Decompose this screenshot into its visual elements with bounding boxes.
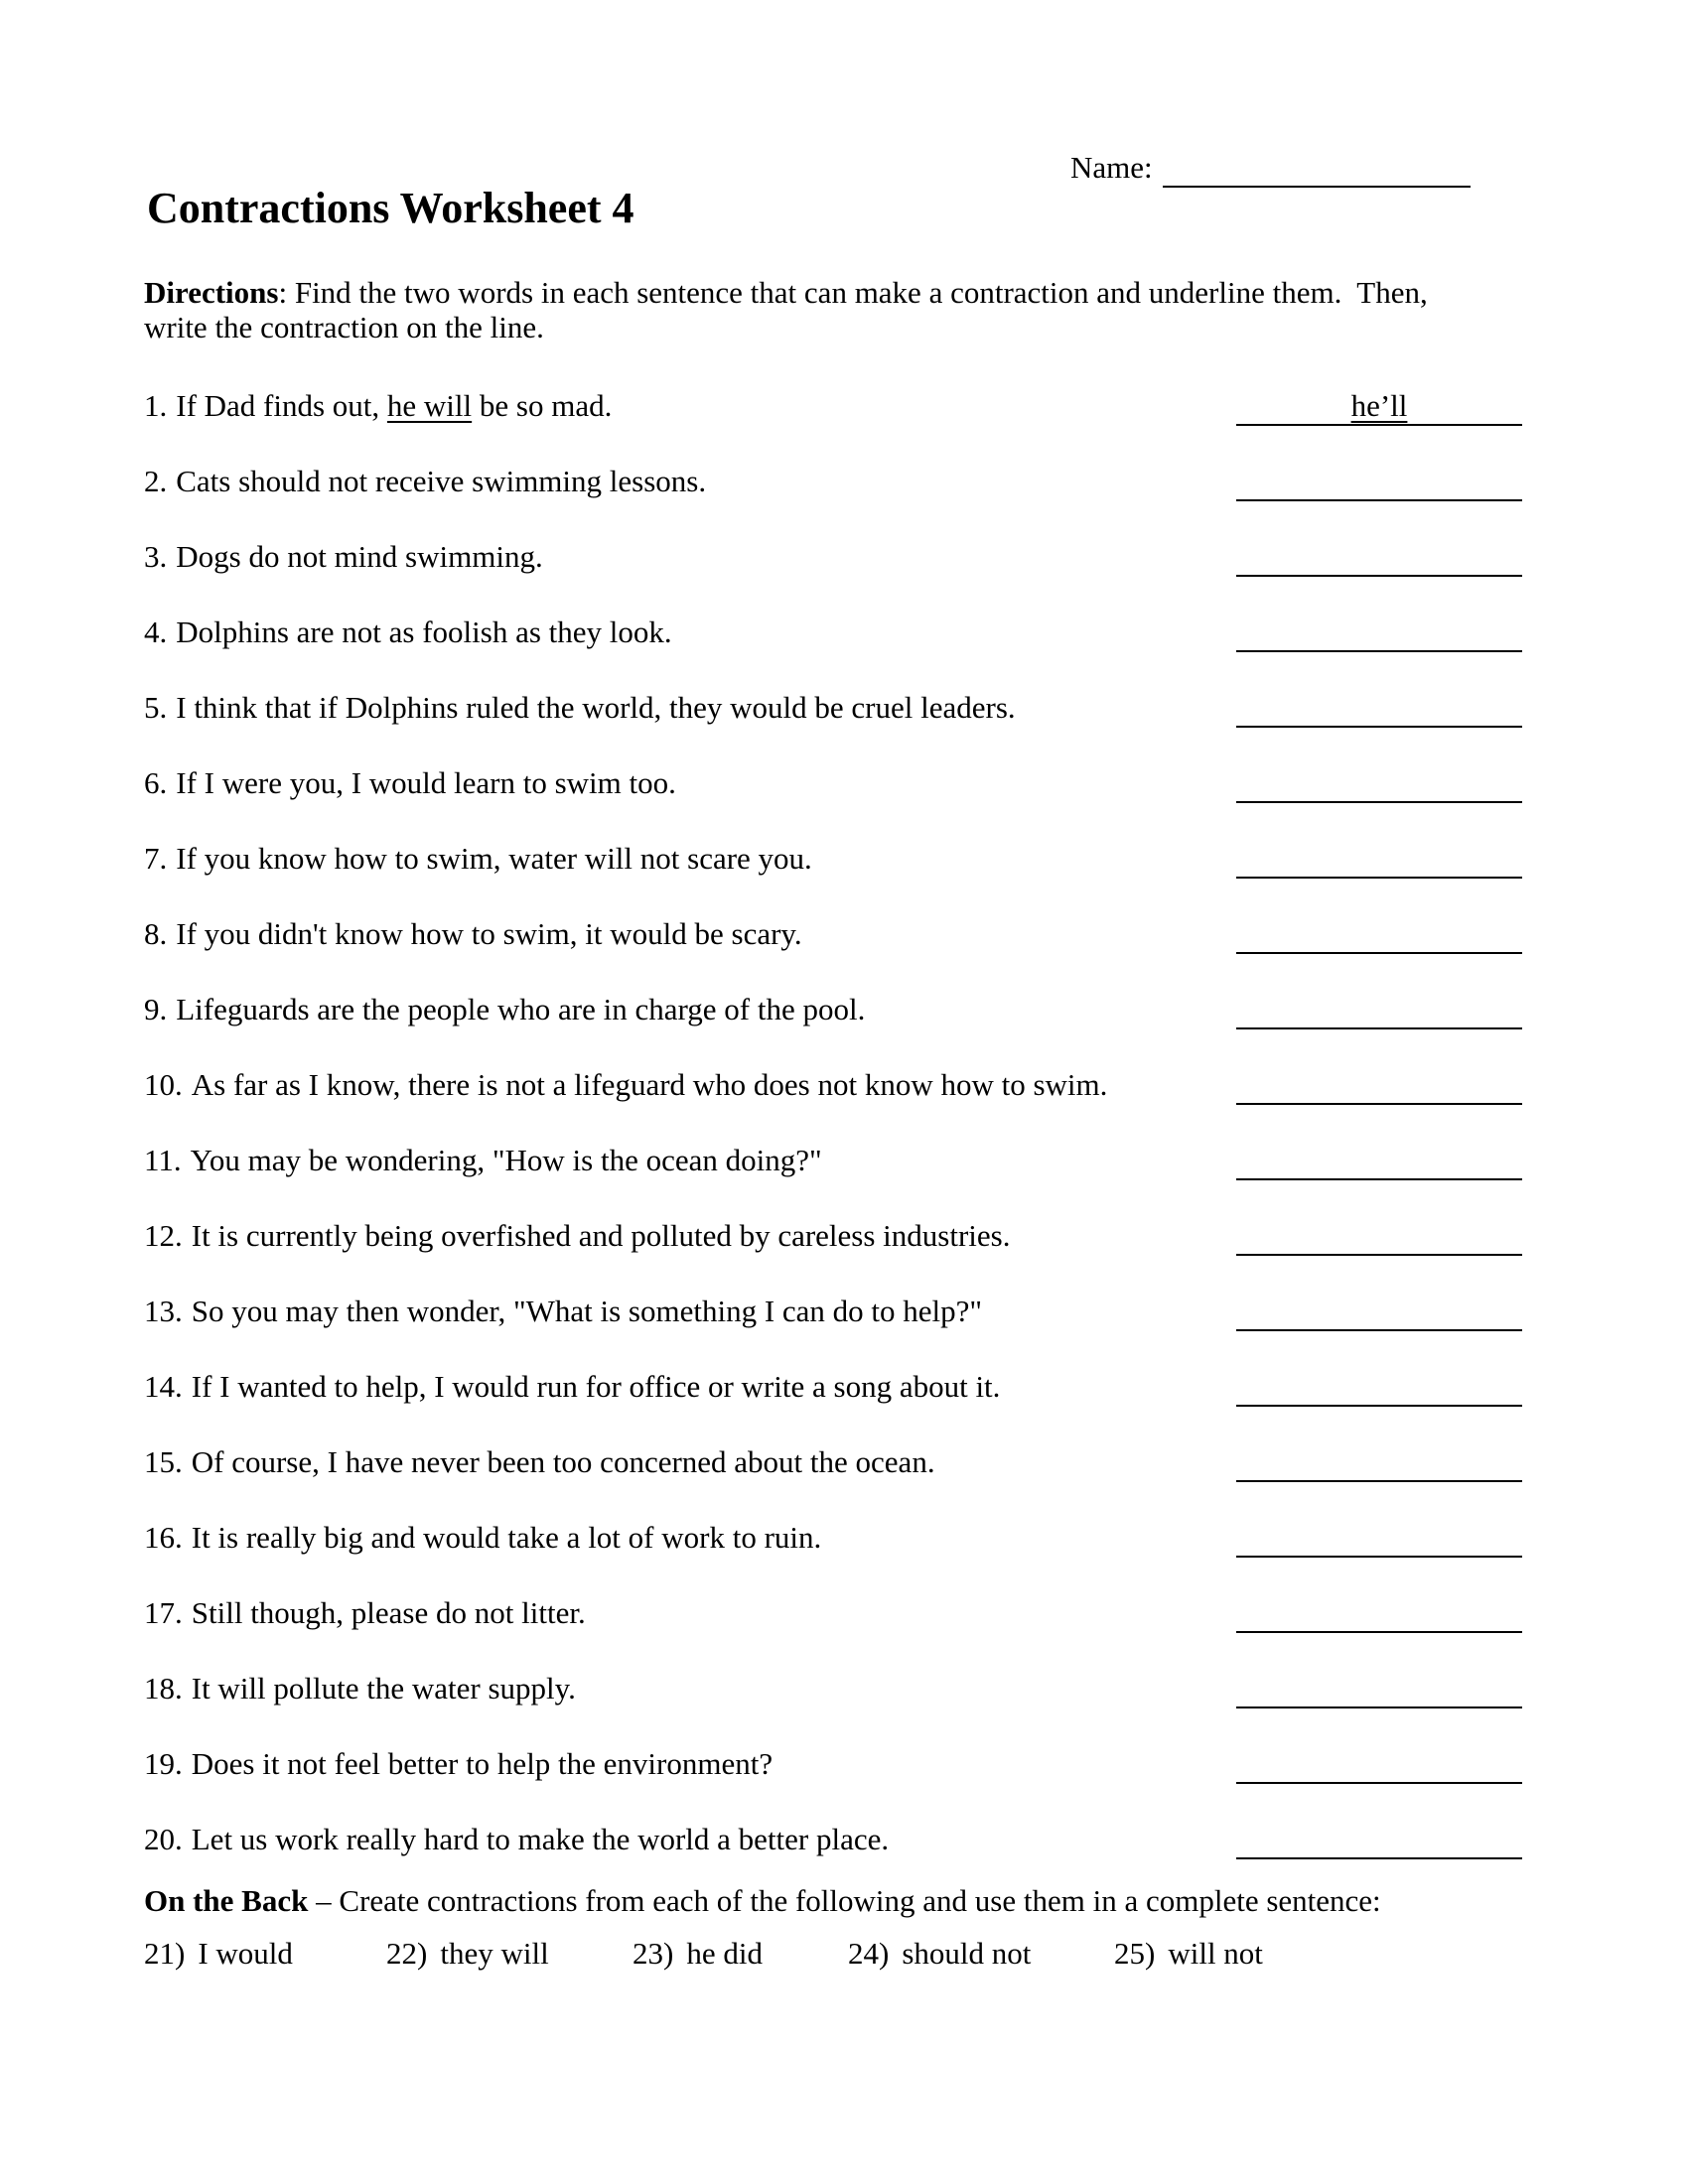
question-number: 10.	[144, 1067, 183, 1102]
questions-list	[144, 387, 1522, 1896]
answer-text	[1375, 1369, 1383, 1404]
question-sentence	[144, 1293, 982, 1329]
answer-blank[interactable]	[1236, 463, 1522, 501]
question-sentence	[144, 463, 706, 499]
question-number: 6.	[144, 765, 168, 800]
answer-blank[interactable]	[1236, 1368, 1522, 1407]
question-row	[144, 1519, 1522, 1556]
item-text: should not	[902, 1936, 1032, 1971]
answer-text	[1375, 1143, 1383, 1177]
item-text: they will	[440, 1936, 549, 1971]
question-number: 13.	[144, 1294, 183, 1328]
question-text-pre: If you know how to swim, water will not scare you.	[176, 841, 812, 876]
question-text-pre: So you may then wonder, "What is something I can do to help?"	[191, 1294, 983, 1328]
answer-text	[1375, 1746, 1383, 1781]
question-number: 19.	[144, 1746, 183, 1781]
answer-blank[interactable]	[1236, 1142, 1522, 1180]
directions-line2: write the contraction on the line.	[144, 310, 544, 344]
answer-text	[1375, 765, 1383, 800]
answer-text	[1375, 841, 1383, 876]
question-row	[144, 1594, 1522, 1631]
directions	[144, 275, 1574, 344]
on-back-items	[144, 1935, 1263, 1972]
question-row	[144, 689, 1522, 726]
on-back-item	[1114, 1935, 1263, 1972]
on-back-item	[848, 1935, 1114, 1972]
name-label: Name:	[1070, 150, 1153, 185]
question-number: 20.	[144, 1822, 183, 1856]
question-row	[144, 538, 1522, 575]
question-row	[144, 1443, 1522, 1480]
answer-blank[interactable]	[1236, 764, 1522, 803]
question-text-post: be so mad.	[472, 388, 613, 423]
answer-text	[1375, 539, 1383, 574]
answer-blank[interactable]	[1236, 614, 1522, 652]
question-sentence	[144, 1368, 1000, 1405]
answer-text	[1375, 464, 1383, 498]
question-sentence	[144, 1142, 822, 1178]
answer-blank[interactable]	[1236, 538, 1522, 577]
question-number: 8.	[144, 916, 168, 951]
question-row	[144, 1066, 1522, 1103]
answer-blank[interactable]	[1236, 1293, 1522, 1331]
question-sentence	[144, 614, 672, 650]
question-row	[144, 463, 1522, 499]
question-sentence	[144, 387, 612, 424]
answer-blank[interactable]	[1236, 1217, 1522, 1256]
question-sentence	[144, 764, 676, 801]
answer-text	[1375, 690, 1383, 725]
answer-text	[1375, 1218, 1383, 1253]
answer-text	[1375, 1067, 1383, 1102]
question-row	[144, 840, 1522, 877]
question-row	[144, 915, 1522, 952]
item-number: 25)	[1114, 1936, 1156, 1971]
answer-blank[interactable]	[1236, 689, 1522, 728]
item-number: 24)	[848, 1936, 890, 1971]
question-sentence	[144, 1670, 576, 1706]
question-row	[144, 1745, 1522, 1782]
on-back-label: On the Back	[144, 1883, 309, 1918]
question-number: 3.	[144, 539, 168, 574]
question-text-pre: I think that if Dolphins ruled the world, they would be cruel leaders.	[176, 690, 1016, 725]
answer-text	[1375, 1822, 1383, 1856]
question-number: 7.	[144, 841, 168, 876]
answer-blank[interactable]	[1236, 1594, 1522, 1633]
underlined-words: he will	[386, 388, 473, 423]
question-sentence	[144, 840, 812, 877]
question-sentence	[144, 538, 543, 575]
item-text: will not	[1168, 1936, 1263, 1971]
answer-text	[1375, 1294, 1383, 1328]
question-number: 14.	[144, 1369, 183, 1404]
question-number: 18.	[144, 1671, 183, 1706]
question-row	[144, 1670, 1522, 1706]
question-text-pre: Still though, please do not litter.	[191, 1595, 586, 1630]
answer-blank[interactable]	[1236, 915, 1522, 954]
question-text-pre: Cats should not receive swimming lessons.	[176, 464, 707, 498]
question-sentence	[144, 1821, 889, 1857]
question-row	[144, 764, 1522, 801]
question-number: 15.	[144, 1444, 183, 1479]
directions-label: Directions	[144, 275, 279, 310]
item-text: I would	[198, 1936, 293, 1971]
question-sentence	[144, 1519, 821, 1556]
question-text-pre: It is currently being overfished and polluted by careless industries.	[191, 1218, 1011, 1253]
question-row	[144, 1217, 1522, 1254]
answer-blank[interactable]	[1236, 387, 1522, 426]
question-text-pre: As far as I know, there is not a lifeguard who does not know how to swim.	[191, 1067, 1108, 1102]
directions-line1	[144, 275, 1574, 310]
question-number: 5.	[144, 690, 168, 725]
answer-blank[interactable]	[1236, 1066, 1522, 1105]
question-text-pre: It will pollute the water supply.	[191, 1671, 576, 1706]
question-sentence	[144, 1066, 1107, 1103]
answer-blank[interactable]	[1236, 991, 1522, 1029]
on-back-item	[386, 1935, 633, 1972]
question-number: 9.	[144, 992, 168, 1026]
question-number: 17.	[144, 1595, 183, 1630]
answer-blank[interactable]	[1236, 1821, 1522, 1859]
question-text-pre: It is really big and would take a lot of work to ruin.	[191, 1520, 822, 1555]
answer-text: he’ll	[1350, 388, 1408, 423]
item-number: 22)	[386, 1936, 428, 1971]
question-number: 2.	[144, 464, 168, 498]
question-text-pre: You may be wondering, "How is the ocean doing?"	[190, 1143, 822, 1177]
name-input-line[interactable]	[1163, 149, 1471, 188]
answer-blank[interactable]	[1236, 1745, 1522, 1784]
question-row	[144, 991, 1522, 1027]
question-text-pre: Does it not feel better to help the environment?	[191, 1746, 774, 1781]
answer-blank[interactable]	[1236, 1519, 1522, 1558]
question-text-pre: If I wanted to help, I would run for office or write a song about it.	[191, 1369, 1001, 1404]
question-sentence	[144, 1217, 1010, 1254]
question-text-pre: Of course, I have never been too concerned about the ocean.	[191, 1444, 935, 1479]
question-sentence	[144, 1745, 773, 1782]
directions-line1-text: : Find the two words in each sentence that can make a contraction and underline them. Then,	[278, 275, 1428, 310]
question-text-pre: Let us work really hard to make the world a better place.	[191, 1822, 890, 1856]
name-row	[1070, 149, 1471, 188]
question-text-pre: If you didn't know how to swim, it would be scary.	[176, 916, 802, 951]
question-number: 1.	[144, 388, 168, 423]
answer-blank[interactable]	[1236, 1443, 1522, 1482]
question-text-pre: Dolphins are not as foolish as they look.	[176, 614, 672, 649]
answer-text	[1375, 992, 1383, 1026]
answer-text	[1375, 916, 1383, 951]
question-number: 4.	[144, 614, 168, 649]
answer-blank[interactable]	[1236, 1670, 1522, 1708]
on-back-heading	[144, 1882, 1381, 1919]
question-row	[144, 1821, 1522, 1857]
question-sentence	[144, 689, 1016, 726]
item-text: he did	[686, 1936, 763, 1971]
answer-text	[1375, 614, 1383, 649]
answer-text	[1375, 1444, 1383, 1479]
question-number: 11.	[144, 1143, 182, 1177]
answer-text	[1375, 1520, 1383, 1555]
item-number: 21)	[144, 1936, 186, 1971]
question-text-pre: If I were you, I would learn to swim too.	[176, 765, 676, 800]
question-number: 16.	[144, 1520, 183, 1555]
item-number: 23)	[633, 1936, 674, 1971]
question-row	[144, 1293, 1522, 1329]
question-sentence	[144, 991, 865, 1027]
on-back-text: – Create contractions from each of the following and use them in a complete sentence:	[308, 1883, 1381, 1918]
question-text-pre: Lifeguards are the people who are in charge of the pool.	[176, 992, 866, 1026]
question-row	[144, 614, 1522, 650]
page-title: Contractions Worksheet 4	[147, 184, 634, 232]
answer-text	[1375, 1671, 1383, 1706]
answer-blank[interactable]	[1236, 840, 1522, 879]
on-back-item	[633, 1935, 848, 1972]
question-text-pre: Dogs do not mind swimming.	[176, 539, 543, 574]
question-sentence	[144, 915, 802, 952]
on-back-item	[144, 1935, 386, 1972]
question-row	[144, 387, 1522, 424]
answer-text	[1375, 1595, 1383, 1630]
question-row	[144, 1368, 1522, 1405]
question-text-pre: If Dad finds out,	[176, 388, 387, 423]
question-row	[144, 1142, 1522, 1178]
question-number: 12.	[144, 1218, 183, 1253]
question-sentence	[144, 1443, 935, 1480]
question-sentence	[144, 1594, 586, 1631]
